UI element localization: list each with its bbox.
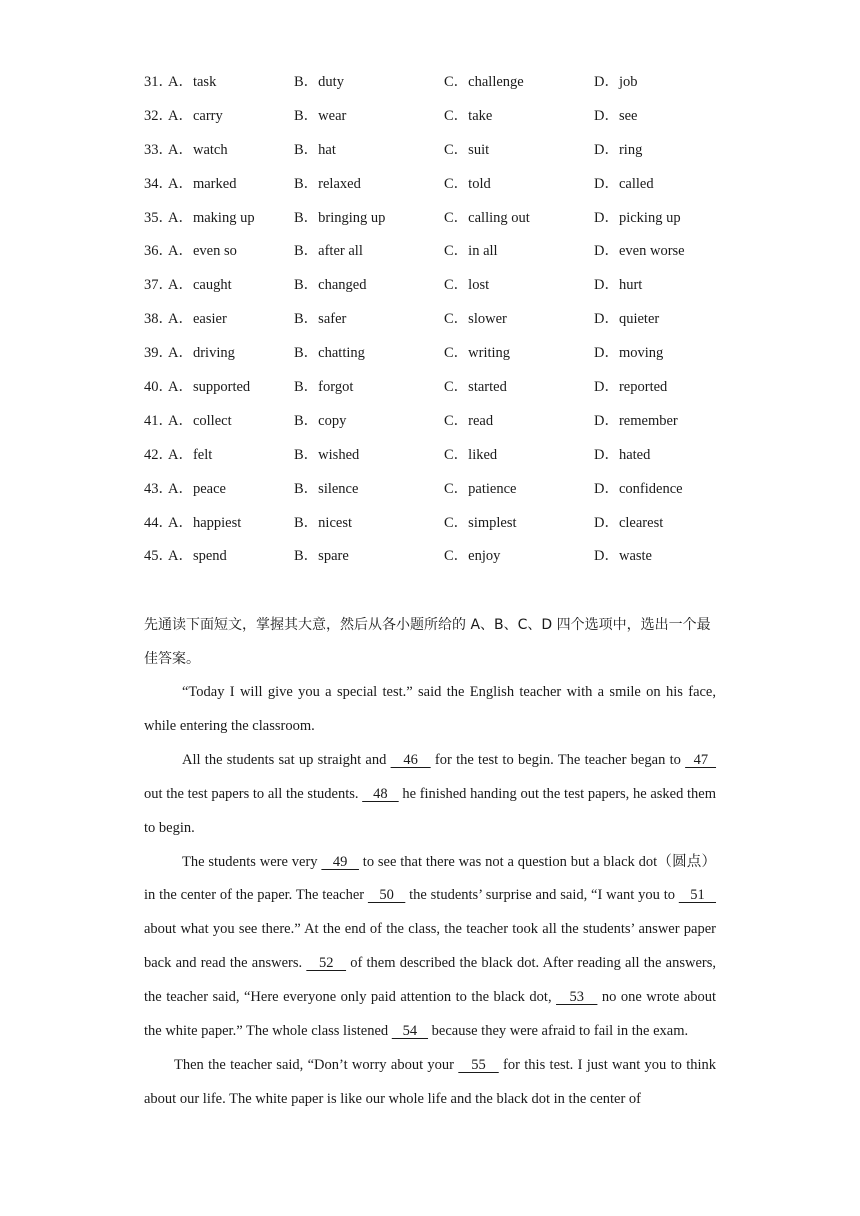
blank-49: 49 xyxy=(321,853,359,870)
option-d: D．hated xyxy=(594,446,651,463)
option-c: C．slower xyxy=(444,311,507,328)
option-row xyxy=(144,375,744,409)
text: All the students sat up straight and xyxy=(182,751,391,768)
option-b: B．wear xyxy=(294,107,347,124)
option-row xyxy=(144,138,744,172)
option-row xyxy=(144,409,744,443)
question-number: 31． xyxy=(144,74,173,90)
option-row xyxy=(144,341,744,375)
option-c: C．take xyxy=(444,107,493,124)
option-row xyxy=(144,511,744,545)
option-c: C．told xyxy=(444,175,491,192)
option-row xyxy=(144,273,744,307)
option-a: A．peace xyxy=(168,480,226,497)
text: out the test papers to all the students. xyxy=(144,785,363,802)
option-a: A．supported xyxy=(168,379,251,396)
option-d: D．remember xyxy=(594,412,678,429)
question-number: 37． xyxy=(144,277,173,294)
option-b: B．spare xyxy=(294,548,349,565)
option-c: C．lost xyxy=(444,277,490,294)
option-d: D．clearest xyxy=(594,514,664,531)
option-a: A．spend xyxy=(168,548,227,565)
option-row xyxy=(144,206,744,240)
text: because they were afraid to fail in the exam. xyxy=(428,1023,689,1040)
option-d: D．picking up xyxy=(594,209,681,226)
text: he finished handing out the test papers, he asked them to begin. xyxy=(144,785,716,836)
question-number: 44． xyxy=(144,514,173,531)
option-a: A．making up xyxy=(168,209,255,226)
option-a: A．watch xyxy=(168,141,228,158)
question-number: 42． xyxy=(144,446,173,463)
option-d: D．job xyxy=(594,74,638,90)
option-a: A．marked xyxy=(168,175,237,192)
option-a: A．happiest xyxy=(168,514,242,531)
blank-46: 46 xyxy=(390,751,431,768)
text: about what you see there.” At the end of the class, the teacher took all the students’ answer paper back and read the answers. xyxy=(144,921,716,972)
option-c: C．suit xyxy=(444,141,490,158)
question-number: 41． xyxy=(144,412,173,429)
options-table xyxy=(144,70,744,578)
option-b: B．after all xyxy=(294,243,363,260)
blank-51: 51 xyxy=(678,887,717,904)
text: for the test to begin. The teacher began to xyxy=(430,751,686,768)
option-d: D．called xyxy=(594,175,654,192)
option-b: B．bringing up xyxy=(294,209,386,226)
option-c: C．writing xyxy=(444,345,511,362)
text: Then the teacher said, “Don’t worry about your xyxy=(174,1056,459,1073)
option-row xyxy=(144,70,744,104)
option-d: D．quieter xyxy=(594,311,660,328)
question-number: 38． xyxy=(144,311,173,328)
option-b: B．safer xyxy=(294,311,347,328)
option-c: C．started xyxy=(444,379,507,396)
option-a: A．collect xyxy=(168,412,232,429)
option-b: B．chatting xyxy=(294,345,365,362)
option-row xyxy=(144,104,744,138)
text: for this test. I just want you to think about our life. The white paper is like our whole life and the black dot in the center of xyxy=(144,1056,717,1107)
reading-passage xyxy=(144,608,716,1117)
option-c: C．simplest xyxy=(444,514,517,531)
question-number: 39． xyxy=(144,345,173,362)
option-c: C．patience xyxy=(444,480,517,497)
option-b: B．forgot xyxy=(294,379,354,396)
option-b: B．wished xyxy=(294,446,360,463)
blank-52: 52 xyxy=(306,955,347,972)
option-row xyxy=(144,544,744,578)
question-number: 45． xyxy=(144,548,173,565)
option-a: A．even so xyxy=(168,243,237,260)
question-number: 36． xyxy=(144,243,173,260)
question-number: 34． xyxy=(144,175,173,192)
option-c: C．challenge xyxy=(444,74,524,90)
option-d: D．confidence xyxy=(594,480,683,497)
blank-47: 47 xyxy=(685,751,717,768)
text: The students were very xyxy=(182,853,322,870)
option-d: D．reported xyxy=(594,379,668,396)
blank-53: 53 xyxy=(556,989,598,1006)
blank-55: 55 xyxy=(458,1056,499,1073)
option-b: B．hat xyxy=(294,141,336,158)
text: no one wrote about the white paper.” The whole class listened xyxy=(144,989,716,1040)
option-b: B．duty xyxy=(294,74,344,90)
option-d: D．ring xyxy=(594,141,643,158)
option-a: A．caught xyxy=(168,277,232,294)
option-a: A．felt xyxy=(168,446,213,463)
option-c: C．liked xyxy=(444,446,498,463)
option-c: C．read xyxy=(444,412,494,429)
option-b: B．relaxed xyxy=(294,175,361,192)
option-a: A．carry xyxy=(168,107,223,124)
text: of them described the black dot. After reading all the answers, the teacher said, “Here everyone only paid attention to the black dot, xyxy=(144,955,716,1006)
option-d: D．waste xyxy=(594,548,652,565)
option-c: C．calling out xyxy=(444,209,530,226)
text: the students’ surprise and said, “I want you to xyxy=(405,887,679,904)
question-number: 35． xyxy=(144,209,173,226)
blank-54: 54 xyxy=(391,1023,429,1040)
option-b: B．nicest xyxy=(294,514,352,531)
question-number: 32． xyxy=(144,107,173,124)
section-instructions: 先通读下面短文，掌握其大意，然后从各小题所给的 A、B、C、D 四个选项中，选出一个最佳答案。 xyxy=(144,617,711,667)
option-d: D．see xyxy=(594,107,638,124)
option-row xyxy=(144,307,744,341)
option-c: C．enjoy xyxy=(444,548,501,565)
option-row xyxy=(144,443,744,477)
option-b: B．silence xyxy=(294,480,359,497)
option-d: D．hurt xyxy=(594,277,643,294)
option-b: B．changed xyxy=(294,277,367,294)
question-number: 40． xyxy=(144,379,173,396)
option-b: B．copy xyxy=(294,412,347,429)
option-row xyxy=(144,172,744,206)
option-d: D．moving xyxy=(594,345,664,362)
option-a: A．task xyxy=(168,74,217,90)
paragraph-2 xyxy=(144,744,716,846)
option-a: A．driving xyxy=(168,345,235,362)
text: to see that there was not a question but a black dot（圆点）in the center of the paper. The teacher xyxy=(144,853,717,904)
question-number: 43． xyxy=(144,480,173,497)
paragraph-3 xyxy=(144,846,716,1049)
option-d: D．even worse xyxy=(594,243,685,260)
option-row xyxy=(144,239,744,273)
option-c: C．in all xyxy=(444,243,498,260)
question-number: 33． xyxy=(144,141,173,158)
option-row xyxy=(144,477,744,511)
blank-50: 50 xyxy=(367,887,406,904)
blank-48: 48 xyxy=(362,785,399,802)
paragraph-1: “Today I will give you a special test.” said the English teacher with a smile on his face, while entering the classroom. xyxy=(144,684,716,734)
paragraph-4 xyxy=(144,1049,716,1117)
option-a: A．easier xyxy=(168,311,227,328)
